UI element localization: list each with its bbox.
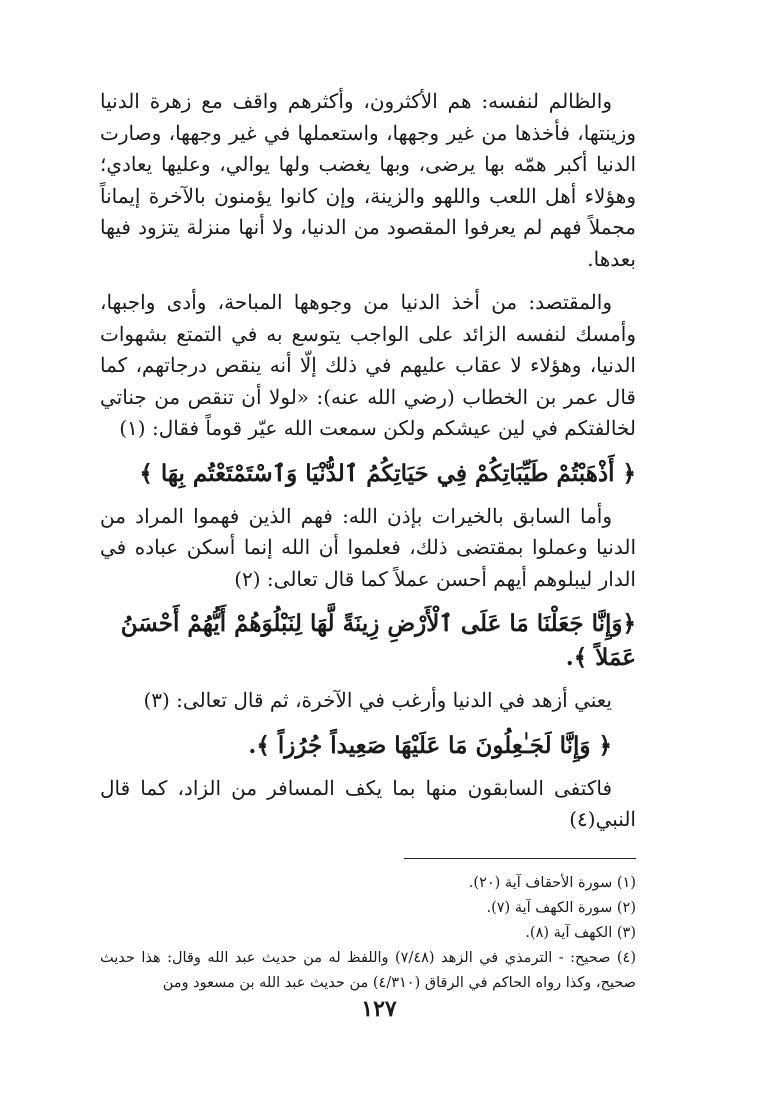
paragraph-sufficiency: فاكتفى السابقون منها بما يكف المسافر من الزاد، كما قال النبي(٤) [100,775,636,831]
footnote-4: (٤) صحيح: - الترمذي في الزهد (٧/٤٨) واللفظ له من حديث عبد الله وقال: هذا حديث صحيح، وكذا رواه الحاكم في الرقاق (٤/٣١٠) من حديث عبد الله بن مسعود ومن [100,949,636,991]
page-number: ١٢٧ [361,996,397,1022]
paragraph-foremost: وأما السابق بالخيرات بإذن الله: فهم الذين فهموا المراد من الدنيا وعملوا بمقتضى ذلك، فعلموا أن الله إنما أسكن عباده في الدار ليبلوهم أيهم أحسن عملاً كما قال تعالى: (٢) [100,503,636,591]
paragraph-interpretation: يعني أزهد في الدنيا وأرغب في الآخرة، ثم قال تعالى: (٣) [143,688,612,712]
footnote-1: (١) سورة الأحقاف آية (٢٠). [468,874,636,891]
footnote-2: (٢) سورة الكهف آية (٧). [486,899,636,916]
footnotes [100,871,636,996]
footnote-separator [404,858,636,859]
quran-verse-kahf-8: ﴿ وَإِنَّا لَجَـٰعِلُونَ مَا عَلَيْهَا صَعِيداً جُرُزاً ﴾. [248,731,612,759]
paragraph-wrongdoer: والظالم لنفسه: هم الأكثرون، وأكثرهم واقف مع زهرة الدنيا وزينتها، فأخذها من غير وجهها، واستعملها في غير وجهها، وصارت الدنيا أكبر همّه بها يرضى، وبها يغضب ولها يوالي، وعليها يعادي؛ وهؤلاء أهل اللعب واللهو والزينة، وإن كانوا يؤمنون بالآخرة إيماناً مجملاً فهم لم يعرفوا المقصود من الدنيا، ولا أنها منزلة يتزود فيها بعدها. [100,89,636,271]
quran-verse-ahqaf: ﴿ أَذْهَبْتُمْ طَيِّبَاتِكُمْ فِي حَيَاتِكُمُ ٱلدُّنْيَا وَٱسْتَمْتَعْتُم بِهَا ﴾ [139,459,636,487]
quran-verse-kahf-7: ﴿وَإِنَّا جَعَلْنَا مَا عَلَى ٱلْأَرْضِ زِينَةً لَّهَا لِنَبْلُوَهُمْ أَيُّهُمْ أَحْسَنُ عَمَلاً ﴾. [120,610,636,671]
footnote-3: (٣) الكهف آية (٨). [525,924,636,941]
paragraph-moderate: والمقتصد: من أخذ الدنيا من وجوهها المباحة، وأدى واجبها، وأمسك لنفسه الزائد على الواجب يتوسع به في التمتع بشهوات الدنيا، وهؤلاء لا عقاب عليهم في ذلك إلّا أنه ينقص درجاتهم، كما قال عمر بن الخطاب (رضي الله عنه): «لولا أن تنقص من جناتي لخالفتكم في لين عيشكم ولكن سمعت الله عيّر قوماً فقال: (١) [100,290,636,440]
